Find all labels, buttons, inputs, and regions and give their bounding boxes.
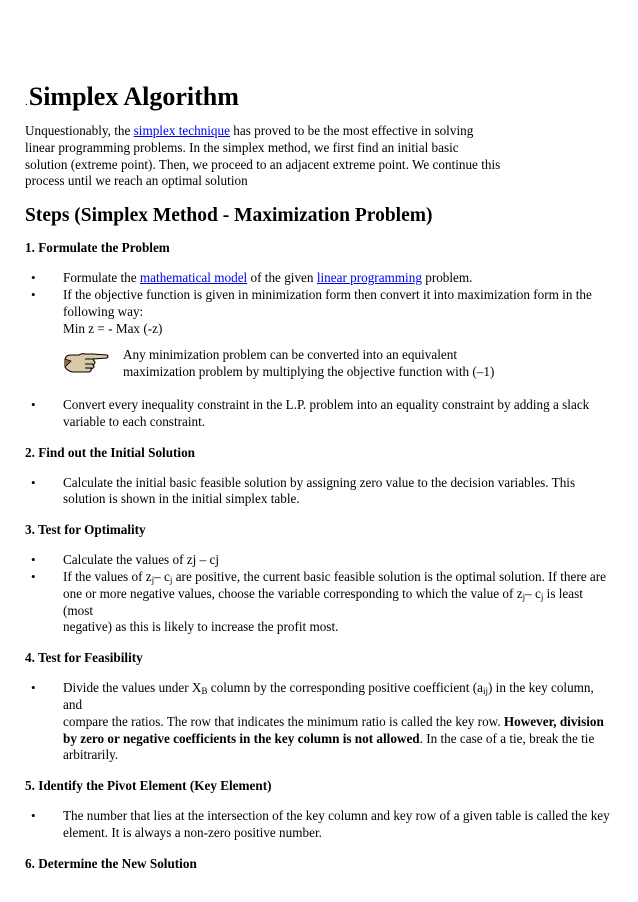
step-6-heading: 6. Determine the New Solution	[25, 855, 197, 871]
list-text: arbitrarily.	[63, 747, 119, 763]
step-2-list	[25, 475, 615, 509]
list-text: If the values of z	[63, 568, 152, 584]
intro-text: linear programming problems. In the simplex method, we first find an initial basic	[25, 139, 459, 155]
list-text: one or more negative values, choose the variable corresponding to which the value of z	[63, 585, 523, 601]
bullet-icon: •	[31, 396, 36, 412]
list-text: – c	[154, 568, 170, 584]
subscript: j	[169, 574, 173, 585]
list-text: The number that lies at the intersection of the key column and key row of a given table is called the key	[63, 808, 610, 824]
list-text: variable to each constraint.	[63, 413, 206, 429]
list-text: following way:	[63, 303, 144, 319]
intro-text: solution (extreme point). Then, we proceed to an adjacent extreme point. We continue this	[25, 156, 501, 172]
list-text: negative) as this is likely to increase the profit most.	[63, 619, 339, 635]
bullet-icon: •	[31, 808, 36, 824]
step-4-heading: 4. Test for Feasibility	[25, 650, 143, 666]
list-text: . In the case of a tie, break the tie	[419, 730, 595, 746]
list-text: Formulate the	[63, 270, 140, 286]
step-5-list	[25, 808, 615, 842]
note-callout	[63, 347, 615, 381]
list-item	[25, 680, 615, 764]
subscript: j	[151, 574, 155, 585]
title-row	[25, 82, 615, 112]
list-text: solution is shown in the initial simplex table.	[63, 491, 300, 507]
list-item	[25, 569, 615, 636]
step-3-list	[25, 552, 615, 636]
list-text: Divide the values under X	[63, 680, 202, 696]
page-title: Simplex Algorithm	[28, 82, 239, 111]
list-text: element. It is always a non-zero positive number.	[63, 824, 322, 840]
step-4-list	[25, 680, 615, 764]
intro-text: has proved to be the most effective in solving	[229, 123, 474, 138]
linear-programming-link[interactable]: linear programming	[316, 270, 422, 286]
list-item	[25, 287, 615, 337]
bullet-icon: •	[31, 680, 36, 696]
subscript: j	[540, 591, 544, 602]
intro-text: Unquestionably, the	[25, 123, 134, 138]
list-text: ) in the key column, and	[63, 680, 594, 712]
mathematical-model-link[interactable]: mathematical model	[139, 270, 248, 286]
step-5-heading: 5. Identify the Pivot Element (Key Element)	[25, 778, 272, 794]
bullet-icon: •	[31, 568, 36, 584]
list-text: Calculate the values of zj – cj	[63, 552, 219, 568]
list-text: of the given	[247, 270, 317, 286]
list-text: problem.	[421, 270, 473, 286]
bullet-icon: •	[31, 286, 36, 302]
list-text: Convert every inequality constraint in the L.P. problem into an equality constraint by adding a slack	[63, 396, 590, 412]
list-text: If the objective function is given in minimization form then convert it into maximization form in the	[63, 286, 592, 302]
note-line: maximization problem by multiplying the objective function with (–1)	[123, 364, 495, 380]
list-text: is least (most	[63, 585, 583, 618]
step-3-heading: 3. Test for Optimality	[25, 522, 146, 538]
formula-text: Min z = - Max (-z)	[63, 320, 163, 336]
subscript: j	[522, 591, 526, 602]
bullet-icon: •	[31, 474, 36, 490]
list-item	[25, 552, 615, 569]
step-2-heading: 2. Find out the Initial Solution	[25, 444, 196, 460]
list-text: – c	[525, 585, 541, 601]
bullet-icon: •	[31, 270, 36, 286]
subscript: ij	[482, 686, 488, 697]
list-text: are positive, the current basic feasible solution is the optimal solution. If there are	[172, 568, 606, 584]
bold-text: However, division	[503, 713, 604, 729]
list-item	[25, 397, 615, 431]
intro-text: process until we reach an optimal solution	[25, 173, 248, 189]
list-text: Calculate the initial basic feasible solution by assigning zero value to the decision variables. This	[63, 474, 576, 490]
simplex-technique-link[interactable]: simplex technique	[133, 123, 230, 138]
note-line: Any minimization problem can be converted into an equivalent	[123, 347, 457, 363]
bold-text: by zero or negative coefficients in the key column is not allowed	[63, 730, 420, 746]
title-prefix: .	[25, 96, 28, 108]
document-page	[25, 82, 615, 872]
intro-paragraph	[25, 123, 615, 190]
list-text: column by the corresponding positive coefficient (a	[207, 680, 483, 696]
list-item	[25, 270, 615, 287]
pointing-hand-icon	[63, 351, 109, 373]
step-1-heading: 1. Formulate the Problem	[25, 240, 170, 256]
steps-heading: Steps (Simplex Method - Maximization Problem)	[25, 205, 433, 227]
note-text	[123, 347, 494, 381]
subscript: B	[201, 686, 208, 697]
list-item	[25, 808, 615, 842]
bullet-icon: •	[31, 552, 36, 568]
step-1-list-continued	[25, 397, 615, 431]
step-1-list	[25, 270, 615, 337]
list-item	[25, 475, 615, 509]
list-text: compare the ratios. The row that indicates the minimum ratio is called the key row.	[63, 713, 504, 729]
